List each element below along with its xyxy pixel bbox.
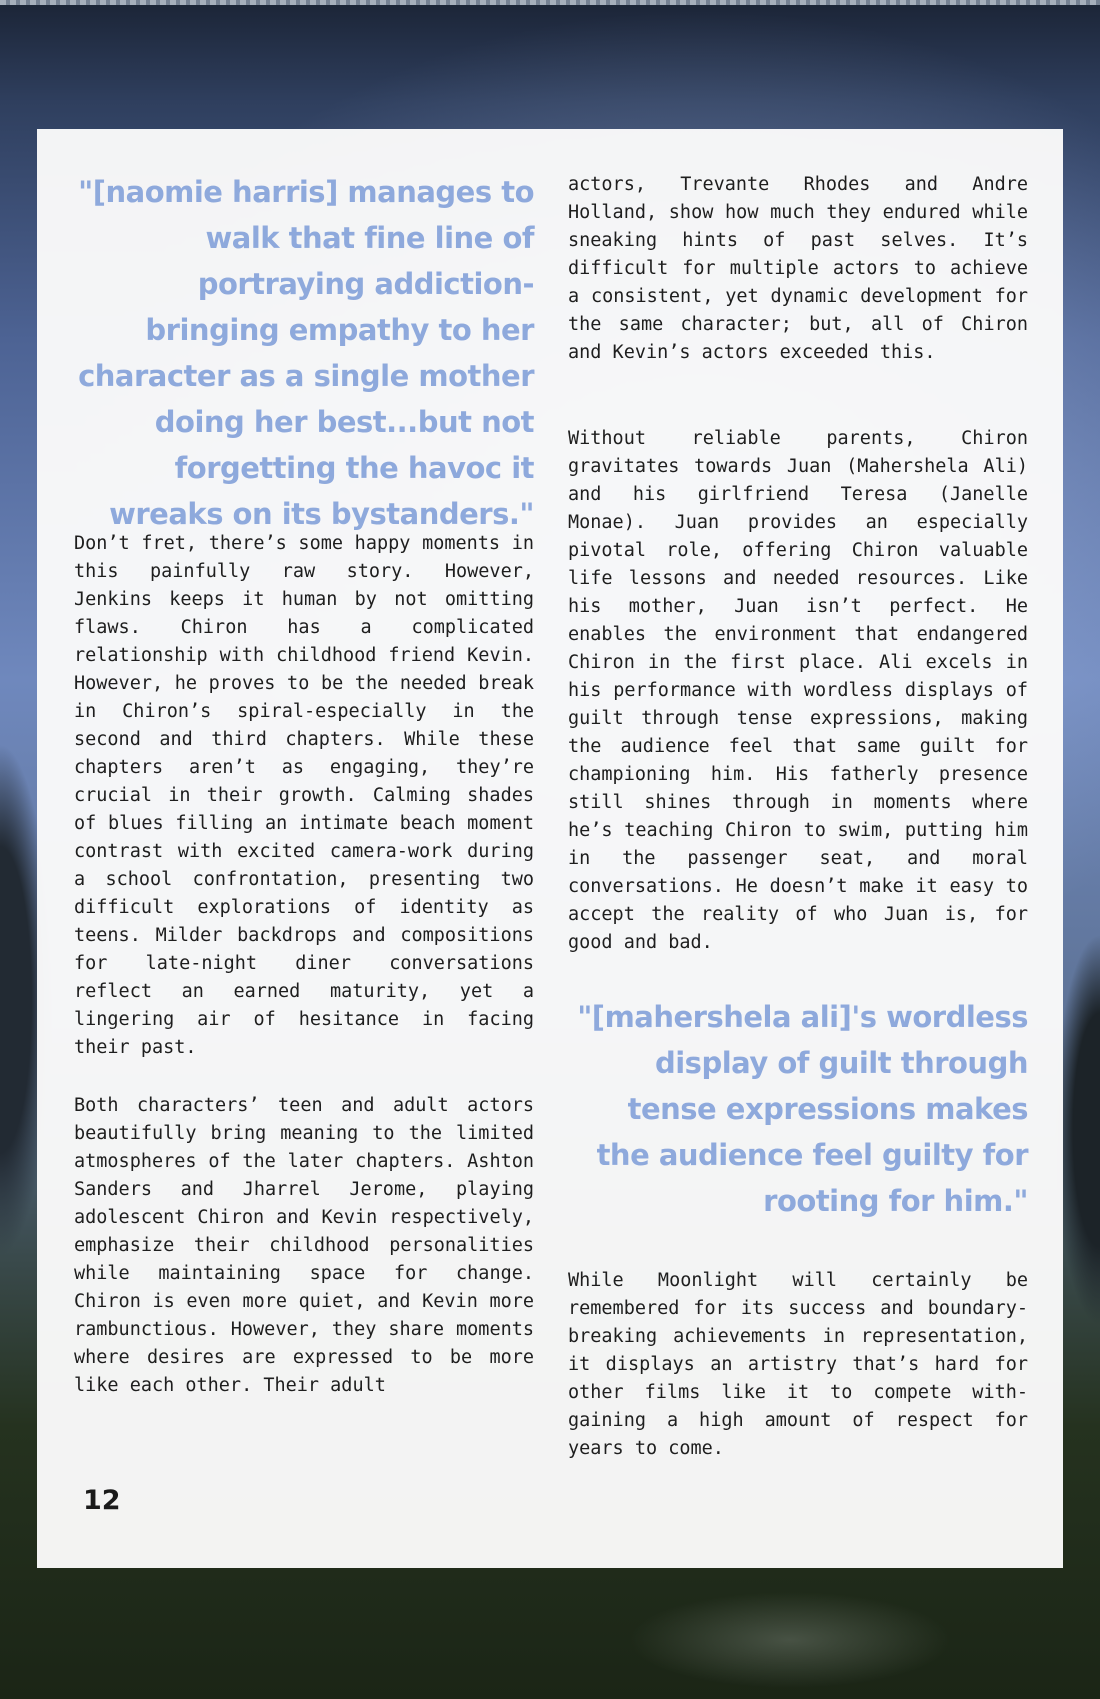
body-paragraph: Don’t fret, there’s some happy moments in this painfully raw story. However, Jenkins keeps it human by not omitting flaws. Chiron has a complicated relationship with childhood friend Kevin. However, he proves to be the needed break in Chiron’s spiral-especially in the second and third chapters. While these chapters aren’t as engaging, they’re crucial in their growth. Calming shades of blues filling an intimate beach moment contrast with excited camera-work during a school confrontation, presenting two difficult explorations of identity as teens. Milder backdrops and compositions for late-night diner conversations reflect an earned maturity, yet a lingering air of hesitance in facing their past. [74, 533, 534, 1058]
body-paragraph: actors, Trevante Rhodes and Andre Holland, show how much they endured while sneaking hints of past selves. It’s difficult for multiple actors to achieve a consistent, yet dynamic development for the same character; but, all of Chiron and Kevin’s actors exceeded this. [568, 174, 1028, 363]
body-paragraph: Without reliable parents, Chiron gravitates towards Juan (Mahershela Ali) and his girlfriend Teresa (Janelle Monae). Juan provides an especially pivotal role, offering Chiron valuable life lessons and needed resources. Like his mother, Juan isn’t perfect. He enables the environment that endangered Chiron in the first place. Ali excels in his performance with wordless displays of guilt through tense expressions, making the audience feel that same guilt for championing him. His fatherly presence still shines through in moments where he’s teaching Chiron to swim, putting him in the passenger seat, and moral conversations. He doesn’t make it easy to accept the reality of who Juan is, for good and bad. [568, 428, 1028, 953]
background-grass [0, 1560, 1100, 1699]
body-paragraph: While Moonlight will certainly be remembered for its success and boundary-breaking achievements in representation, it displays an artistry that’s hard for other films like it to compete with-gaining a high amount of respect for years to come. [568, 1270, 1028, 1459]
pull-quote-ali: "[mahershela ali]'s wordless display of guilt through tense expressions makes the audience feel guilty for rooting for him." [577, 1000, 1028, 1218]
top-edge-decoration [0, 0, 1100, 5]
pull-quote-harris: "[naomie harris] manages to walk that fine line of portraying addiction-bringing empathy to her character as a single mother doing her best...but not forgetting the havoc it wreaks on its bystanders." [78, 175, 534, 531]
magazine-page [37, 129, 1063, 1568]
page-number: 12 [83, 1485, 121, 1516]
body-paragraph: Both characters’ teen and adult actors beautifully bring meaning to the limited atmospheres of the later chapters. Ashton Sanders and Jharrel Jerome, playing adolescent Chiron and Kevin respectively, emphasize their childhood personalities while maintaining space for change. Chiron is even more quiet, and Kevin more rambunctious. However, they share moments where desires are expressed to be more like each other. Their adult [74, 1095, 534, 1396]
